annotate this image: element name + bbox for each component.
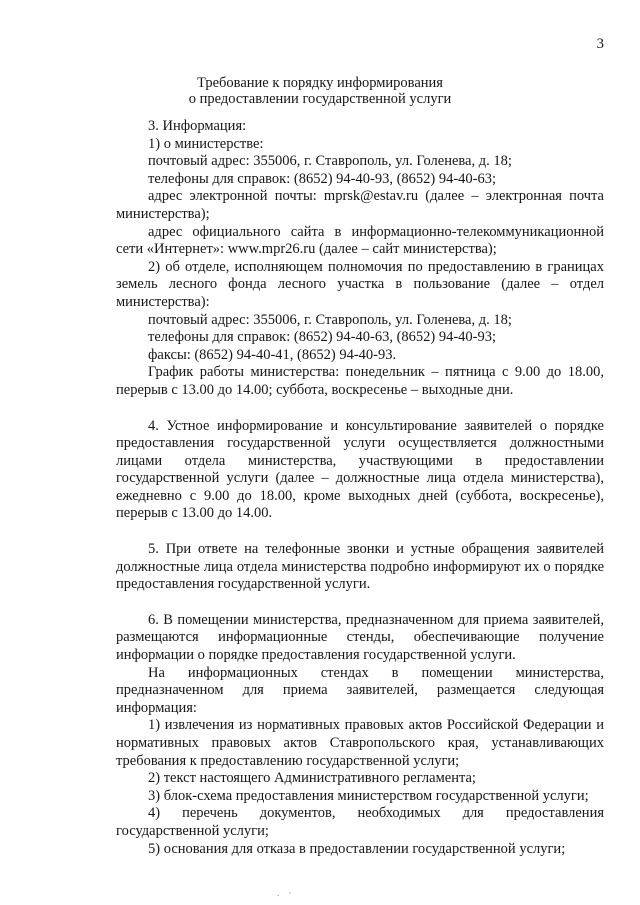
paragraph: 4. Устное информирование и консультирование заявителей о порядке предоставления государственной услуги осуществляется должностными лицами отдела министерства, участвующими в предоставлении государственной услуги (далее – должностные лица отдела министерства), ежедневно с 9.00 до 18.00, кроме выходных дней (суббота, воскресенье), перерыв с 13.00 до 14.00. (116, 417, 604, 522)
paragraph: 1) о министерстве: (148, 135, 264, 152)
paragraph: почтовый адрес: 355006, г. Ставрополь, ул. Голенева, д. 18; (148, 153, 512, 170)
paragraph: телефоны для справок: (8652) 94-40-93, (8652) 94-40-63; (148, 170, 497, 187)
paragraph: 2) текст настоящего Административного регламента; (148, 770, 476, 787)
title-line-2: о предоставлении государственной услуги (188, 91, 452, 107)
document-body (116, 118, 604, 858)
paragraph: 1) извлечения из нормативных правовых актов Российской Федерации и нормативных правовых актов Ставропольского края, устанавливающих требования к предоставлению государственной услуги; (116, 717, 604, 769)
title-line-1: Требование к порядку информирования (197, 75, 443, 91)
paragraph: 3) блок-схема предоставления министерством государственной услуги; (148, 787, 589, 804)
scan-mark: . · (277, 888, 292, 898)
paragraph: 6. В помещении министерства, предназначенном для приема заявителей, размещаются информационные стенды, обеспечивающие получение информации о порядке предоставления государственной услуги. (116, 611, 604, 664)
paragraph: 5. При ответе на телефонные звонки и устные обращения заявителей должностные лица отдела министерства подробно информируют их о порядке предоставления государственной услуги. (116, 541, 604, 593)
paragraph: телефоны для справок: (8652) 94-40-63, (8652) 94-40-93; (148, 329, 497, 346)
paragraph: адрес официального сайта в информационно-телекоммуникационной сети «Интернет»: www.mpr26.ru (далее – сайт министерства); (116, 223, 604, 258)
paragraph: факсы: (8652) 94-40-41, (8652) 94-40-93. (148, 346, 397, 363)
paragraph: 5) основания для отказа в предоставлении государственной услуги; (148, 840, 566, 857)
paragraph: На информационных стендах в помещении министерства, предназначенном для приема заявителей, размещается следующая информация: (116, 664, 604, 716)
page-number: 3 (596, 36, 604, 52)
paragraph: 4) перечень документов, необходимых для предоставления государственной услуги; (116, 805, 604, 839)
paragraph: адрес электронной почты: mprsk@estav.ru (далее – электронная почта министерства); (116, 188, 604, 222)
paragraph: График работы министерства: понедельник – пятница с 9.00 до 18.00, перерыв с 13.00 до 14.00; суббота, воскресенье – выходные дни. (116, 364, 604, 398)
document-title (0, 75, 640, 107)
paragraph: почтовый адрес: 355006, г. Ставрополь, ул. Голенева, д. 18; (148, 311, 512, 328)
paragraph: 3. Информация: (148, 118, 247, 134)
paragraph: 2) об отделе, исполняющем полномочия по предоставлению в границах земель лесного фонда лесного участка в пользование (далее – отдел министерства): (116, 258, 604, 310)
